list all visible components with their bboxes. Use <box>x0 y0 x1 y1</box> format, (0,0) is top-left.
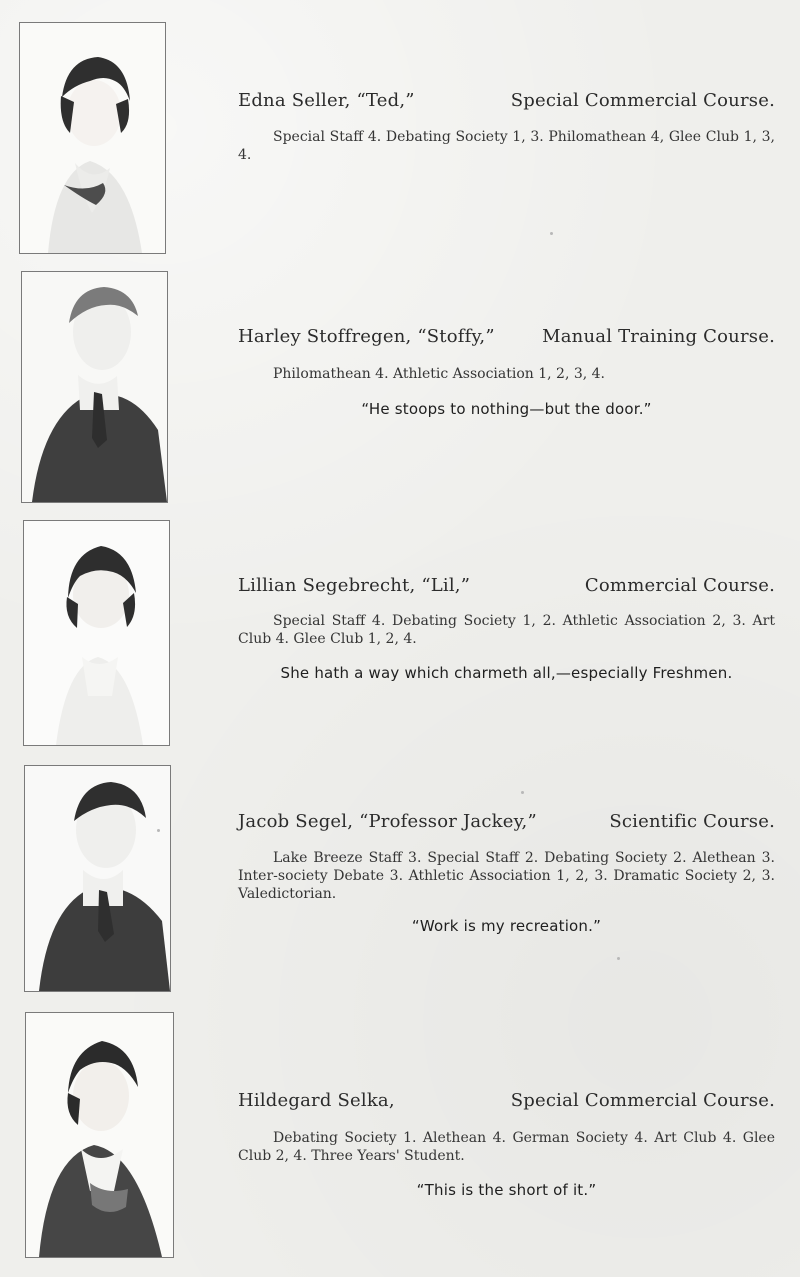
student-name: Hildegard Selka, <box>238 1090 395 1111</box>
student-header <box>238 90 775 114</box>
portrait-icon <box>22 272 167 502</box>
student-quote: “This is the short of it.” <box>416 1181 597 1199</box>
student-quote: “Work is my recreation.” <box>411 917 602 935</box>
student-course: Commercial Course. <box>584 575 775 596</box>
student-photo <box>25 1012 174 1258</box>
paper-speck <box>157 829 160 832</box>
student-name: Lillian Segebrecht, “Lil,” <box>238 575 471 596</box>
student-activities: Philomathean 4. Athletic Association 1, 2, 3, 4. <box>273 366 606 382</box>
student-name: Harley Stoffregen, “Stoffy,” <box>238 326 495 347</box>
student-photo <box>19 22 166 254</box>
student-photo <box>24 765 171 992</box>
student-quote: She hath a way which charmeth all,—especially Freshmen. <box>280 664 733 682</box>
student-course: Special Commercial Course. <box>510 90 775 111</box>
student-header <box>238 326 775 350</box>
student-activities: Lake Breeze Staff 3. Special Staff 2. Debating Society 2. Alethean 3. Inter-society Debate 3. Athletic Association 1, 2, 3. Dramatic Society 2, 3. Valedictorian. <box>238 850 775 902</box>
student-course: Scientific Course. <box>609 811 775 832</box>
portrait-icon <box>26 1013 173 1257</box>
student-header <box>238 1090 775 1114</box>
paper-speck <box>550 232 553 235</box>
student-course: Manual Training Course. <box>542 326 775 347</box>
student-entry-jacob-segel <box>0 765 800 1005</box>
paper-speck <box>521 791 524 794</box>
student-activities: Debating Society 1. Alethean 4. German Society 4. Art Club 4. Glee Club 2, 4. Three Years' Student. <box>238 1130 775 1164</box>
student-quote: “He stoops to nothing—but the door.” <box>361 400 652 418</box>
portrait-icon <box>25 766 170 991</box>
student-course: Special Commercial Course. <box>510 1090 775 1111</box>
student-header <box>238 575 775 599</box>
portrait-icon <box>20 23 165 253</box>
student-activities: Special Staff 4. Debating Society 1, 3. Philomathean 4, Glee Club 1, 3, 4. <box>238 129 775 163</box>
student-photo <box>23 520 170 746</box>
student-photo <box>21 271 168 503</box>
student-name: Jacob Segel, “Professor Jackey,” <box>238 811 537 832</box>
student-entry-edna-seller <box>0 22 800 262</box>
student-entry-lillian-segebrecht <box>0 520 800 760</box>
student-name: Edna Seller, “Ted,” <box>238 90 415 111</box>
portrait-icon <box>24 521 169 745</box>
student-entry-hildegard-selka <box>0 1012 800 1252</box>
student-activities: Special Staff 4. Debating Society 1, 2. Athletic Association 2, 3. Art Club 4. Glee Club 1, 2, 4. <box>238 613 775 647</box>
student-entry-harley-stoffregen <box>0 271 800 511</box>
paper-speck <box>617 957 620 960</box>
student-header <box>238 811 775 835</box>
